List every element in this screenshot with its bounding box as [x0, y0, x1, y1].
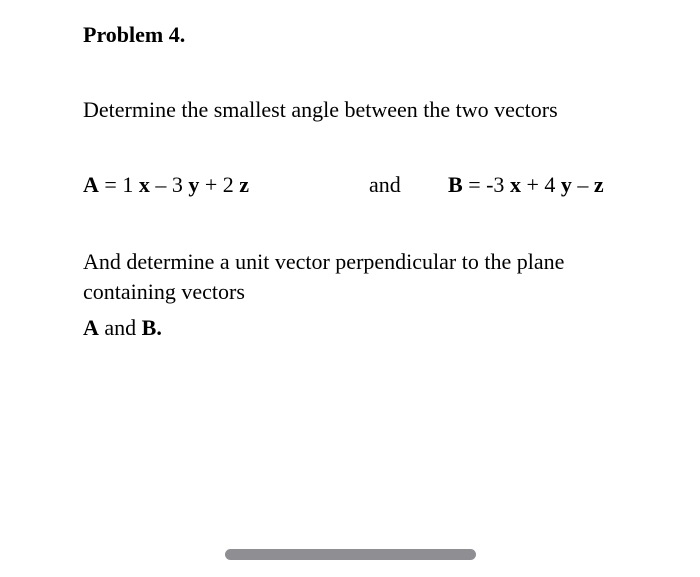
vector-b-unit-y: y: [560, 172, 572, 197]
problem-prompt: Determine the smallest angle between the two vectors: [83, 97, 558, 122]
vector-a-coef-x: 1: [122, 172, 134, 197]
vector-b-op1: +: [526, 172, 539, 197]
vector-b-equals: =: [468, 172, 481, 197]
unit-vector-question-line2: containing vectors: [83, 279, 245, 304]
conjunction-and: and: [369, 172, 401, 197]
vector-a-equals: =: [104, 172, 117, 197]
unit-vector-question-line1: And determine a unit vector perpendicular to the plane: [83, 249, 565, 274]
vectors-reference: [83, 315, 162, 341]
vector-b-unit-z: z: [593, 172, 604, 197]
vector-a-coef-y: 3: [171, 172, 183, 197]
vectors-reference-b: B.: [141, 315, 162, 340]
vector-b-name: B: [448, 172, 463, 197]
vector-a-equation: [83, 172, 249, 198]
vector-a-op1: –: [155, 172, 167, 197]
vector-b-coef-x: -3: [486, 172, 505, 197]
unit-vector-question: [83, 247, 643, 307]
vector-a-coef-z: 2: [222, 172, 234, 197]
vector-a-unit-x: x: [138, 172, 150, 197]
home-indicator[interactable]: [225, 549, 476, 560]
vectors-reference-a: A: [83, 315, 99, 340]
vector-a-unit-z: z: [239, 172, 249, 197]
problem-title: Problem 4.: [83, 22, 186, 47]
vector-a-unit-y: y: [188, 172, 200, 197]
vectors-reference-and: and: [104, 315, 137, 340]
vector-b-unit-x: x: [509, 172, 521, 197]
vector-a-op2: +: [204, 172, 218, 197]
vector-b-coef-y: 4: [544, 172, 556, 197]
vector-b-op2: –: [577, 172, 589, 197]
vector-b-equation: [448, 172, 604, 198]
vector-a-name: A: [83, 172, 99, 197]
